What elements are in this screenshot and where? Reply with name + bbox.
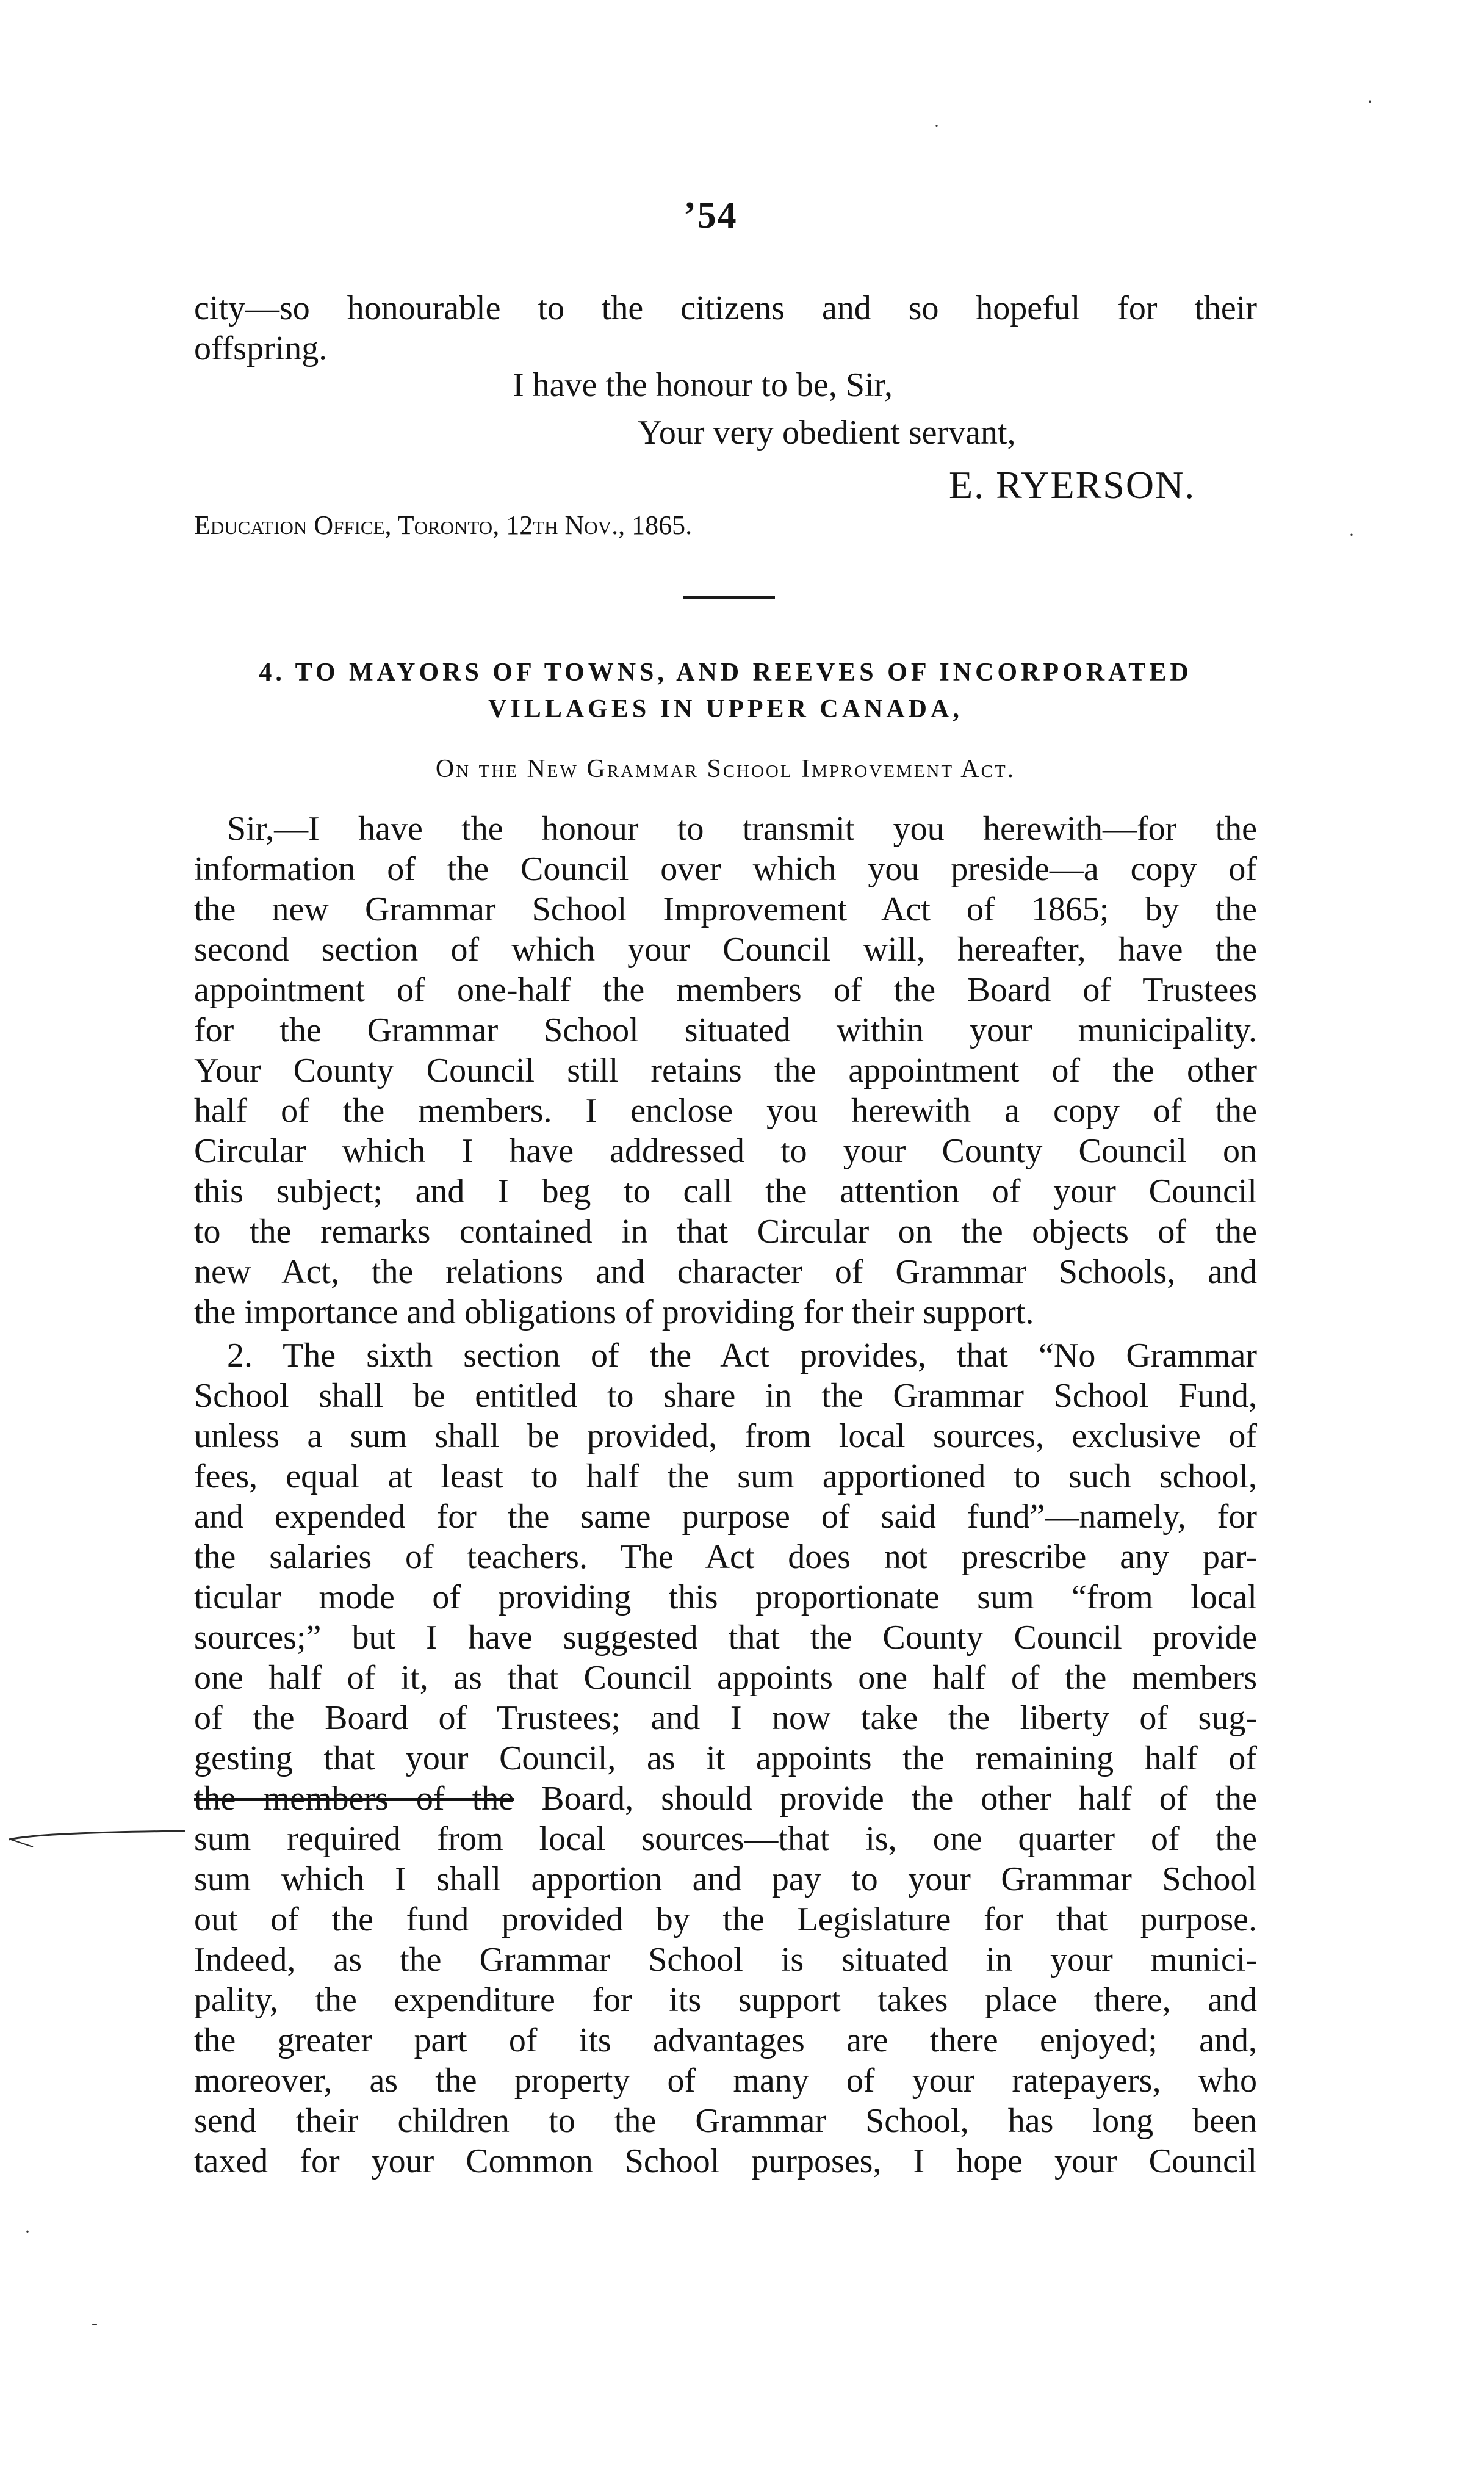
text-line: Indeed, as the Grammar School is situated in your munici- — [194, 1941, 1257, 1979]
text-line: sources;” but I have suggested that the County Council provide — [194, 1619, 1257, 1656]
closing-valediction: Your very obedient servant, — [638, 414, 1016, 452]
struck-line-rest: Board, should provide the other half of the — [514, 1780, 1257, 1818]
text-line: taxed for your Common School purposes, I hope your Council — [194, 2142, 1257, 2180]
text-line: pality, the expenditure for its support takes place there, and — [194, 1981, 1257, 2019]
signature: E. RYERSON. — [949, 463, 1196, 507]
text-line: the new Grammar School Improvement Act of 1865; by the — [194, 890, 1257, 928]
text-line: and expended for the same purpose of said fund”—namely, for — [194, 1498, 1257, 1536]
text-line: send their children to the Grammar School, has long been — [194, 2102, 1257, 2140]
text-line: offspring. — [194, 330, 328, 367]
text-line: ticular mode of providing this proportionate sum “from local — [194, 1578, 1257, 1616]
section-heading-line2: VILLAGES IN UPPER CANADA, — [488, 695, 963, 723]
text-line: city—so honourable to the citizens and so hopeful for their — [194, 289, 1257, 327]
struck-text-line — [194, 1779, 1257, 1819]
text-line: of the Board of Trustees; and I now take the liberty of sug- — [194, 1699, 1257, 1737]
text-line: Circular which I have addressed to your County Council on — [194, 1132, 1257, 1170]
text-line: School shall be entitled to share in the Grammar School Fund, — [194, 1377, 1257, 1415]
text-line: unless a sum shall be provided, from local sources, exclusive of — [194, 1417, 1257, 1455]
section-subheading: On the New Grammar School Improvement Act. — [435, 755, 1016, 783]
text-line: the greater part of its advantages are there enjoyed; and, — [194, 2021, 1257, 2059]
text-line: sum required from local sources—that is, one quarter of the — [194, 1820, 1257, 1858]
text-line: Sir,—I have the honour to transmit you herewith—for the — [227, 810, 1257, 848]
text-line: out of the fund provided by the Legislature for that purpose. — [194, 1901, 1257, 1938]
text-line: moreover, as the property of many of your ratepayers, who — [194, 2062, 1257, 2100]
text-line: fees, equal at least to half the sum apportioned to such school, — [194, 1457, 1257, 1495]
stray-mark: · — [934, 116, 940, 136]
text-line: 2. The sixth section of the Act provides, that “No Grammar — [227, 1337, 1257, 1374]
text-line: this subject; and I beg to call the attention of your Council — [194, 1172, 1257, 1210]
text-line: for the Grammar School situated within your municipality. — [194, 1011, 1257, 1049]
text-line: half of the members. I enclose you herewith a copy of the — [194, 1092, 1257, 1130]
text-line: new Act, the relations and character of Grammar Schools, and — [194, 1253, 1257, 1291]
text-line: the salaries of teachers. The Act does not prescribe any par- — [194, 1538, 1257, 1576]
stray-mark: · — [1349, 525, 1355, 545]
section-divider — [683, 596, 775, 599]
struck-text: the members of the — [194, 1780, 514, 1818]
text-line: Your County Council still retains the appointment of the other — [194, 1052, 1257, 1089]
text-line: to the remarks contained in that Circular on the objects of the — [194, 1213, 1257, 1251]
text-line: second section of which your Council will, hereafter, have the — [194, 931, 1257, 969]
text-line: appointment of one-half the members of the Board of Trustees — [194, 971, 1257, 1009]
dateline: Education Office, Toronto, 12th Nov., 1865. — [194, 510, 693, 540]
stray-mark: - — [92, 2313, 98, 2333]
stray-mark: · — [24, 2222, 31, 2242]
closing-salutation: I have the honour to be, Sir, — [513, 366, 893, 404]
text-line: the importance and obligations of providing for their support. — [194, 1293, 1034, 1331]
page-number: ’54 — [683, 195, 738, 236]
stray-mark: · — [1367, 92, 1373, 112]
text-line: information of the Council over which you preside—a copy of — [194, 850, 1257, 888]
section-heading: 4. TO MAYORS OF TOWNS, AND REEVES OF INCORPORATED — [259, 659, 1192, 687]
text-line: gesting that your Council, as it appoints the remaining half of — [194, 1739, 1257, 1777]
margin-pen-stroke — [9, 1829, 186, 1853]
text-line: one half of it, as that Council appoints one half of the members — [194, 1659, 1257, 1697]
text-line: sum which I shall apportion and pay to your Grammar School — [194, 1860, 1257, 1898]
